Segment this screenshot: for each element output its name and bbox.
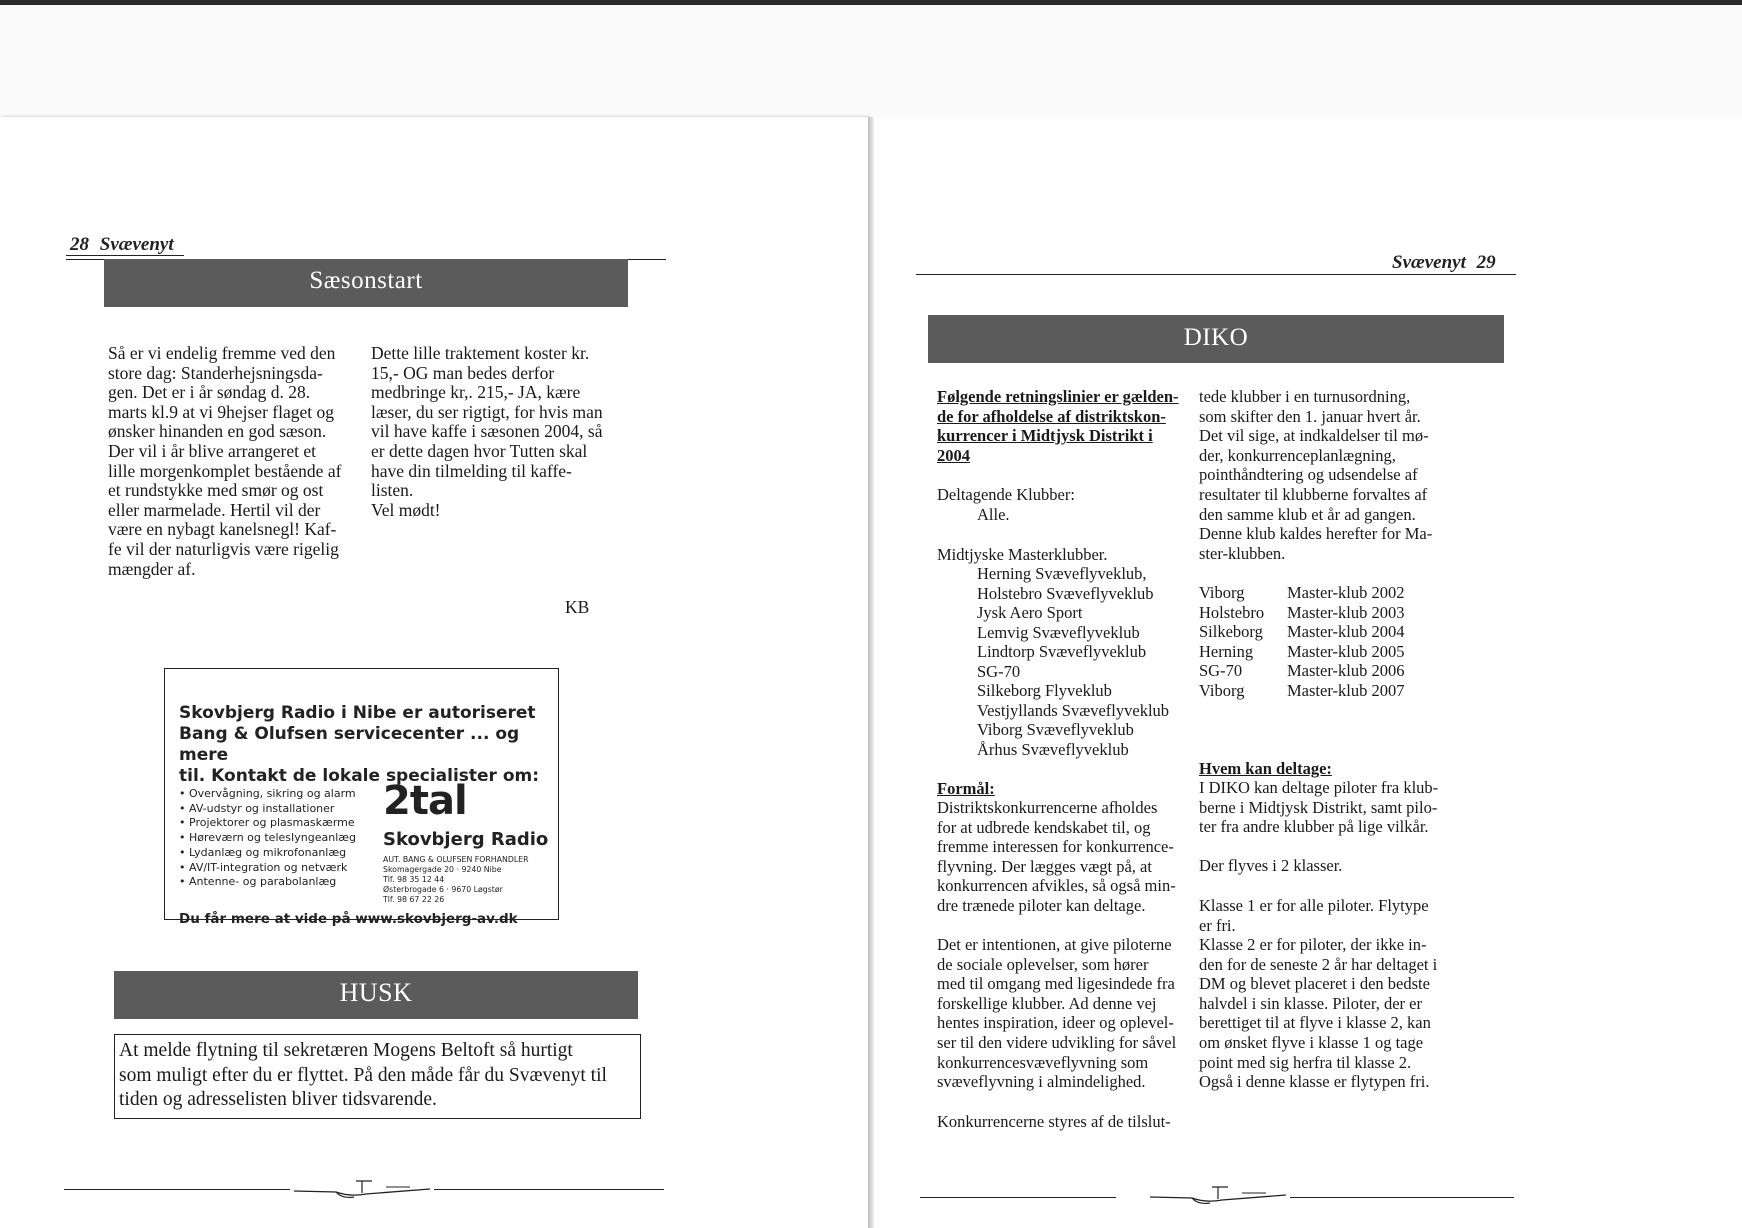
- schedule-club: Herning: [1199, 641, 1254, 661]
- masterclubs-label: Midtjyske Masterklubber.: [937, 545, 1108, 564]
- schedule-row: [1199, 681, 1404, 701]
- ad-service-item: • Lydanlæg og mikrofonanlæg: [179, 846, 356, 861]
- schedule-club: Viborg: [1199, 583, 1245, 602]
- right-footer-rule-right: [1290, 1197, 1514, 1198]
- schedule-row: [1199, 642, 1404, 662]
- schedule-role: Master-klub 2002: [1287, 583, 1405, 602]
- ad-service-item: • Antenne- og parabolanlæg: [179, 875, 356, 890]
- masterclub-item: Lindtorp Svæveflyveklub: [977, 642, 1147, 661]
- masterclub-item: Jysk Aero Sport: [977, 603, 1083, 622]
- diko-title: DIKO: [1183, 324, 1249, 351]
- left-page-number: 28: [70, 234, 89, 255]
- 2tal-logo: 2tal: [383, 778, 467, 824]
- schedule-role: Master-klub 2003: [1287, 602, 1405, 622]
- classes-text: Der flyves i 2 klasser.: [1199, 856, 1343, 875]
- purpose-text: Distriktskonkurrencerne afholdes for at udbrede kendskabet til, og fremme interessen for konkurrence- flyvning. Der lægges vægt på, at konkurrencen afvikles, så også min- dre trænede piloter kan deltage.: [937, 798, 1176, 915]
- governed-text: Konkurrencerne styres af de tilslut-: [937, 1112, 1171, 1131]
- diko-banner: [928, 315, 1504, 363]
- right-running-header: [1392, 252, 1496, 274]
- participants-label: Deltagende Klubber:: [937, 485, 1075, 504]
- ad-address: AUT. BANG & OLUFSEN FORHANDLER Skomagergade 20 · 9240 Nibe Tlf. 98 35 12 44 Østerbrogade 6 · 9670 Løgstør Tlf. 98 67 22 26: [383, 855, 529, 904]
- left-page: [0, 117, 868, 1228]
- schedule-club: SG-70: [1199, 661, 1243, 680]
- masterclub-item: SG-70: [977, 661, 1021, 681]
- skovbjerg-radio-ad: [164, 668, 559, 927]
- left-running-header: [70, 234, 174, 256]
- schedule-row: [1199, 661, 1404, 681]
- saesonstart-column-2: Dette lille traktement koster kr. 15,- OG man bedes derfor medbringe kr,. 215,- JA, kære læser, du ser rigtigt, for hvis man vil have kaffe i sæsonen 2004, så er dette dagen hvor Tutten skal have din tilmelding til kaffe- listen. Vel mødt!: [371, 343, 603, 520]
- schedule-row: [1199, 622, 1404, 642]
- masterclub-item: Lemvig Svæveflyveklub: [977, 622, 1140, 642]
- saesonstart-title: Sæsonstart: [309, 267, 423, 294]
- saesonstart-column-1: Så er vi endelig fremme ved den store dag: Standerhejsningsda- gen. Det er i år søndag d. 28. marts kl.9 at vi 9hejser flaget og ønsker hinanden en god sæson. Der vil i år blive arrangeret et lille morgenkomplet bestående af et rundstykke med smør og ost eller marmelade. Hertil vil der være en nybagt kanelsnegl! Kaf- fe vil der naturligvis være rigelig mængder af.: [108, 343, 342, 579]
- masterclub-item: Holstebro Svæveflyveklub: [977, 583, 1154, 603]
- schedule-club: Silkeborg: [1199, 622, 1263, 641]
- schedule-club: Holstebro: [1199, 602, 1265, 622]
- class1-text: Klasse 1 er for alle piloter. Flytype er fri.: [1199, 896, 1429, 935]
- left-magazine-name: Svævenyt: [99, 234, 174, 255]
- right-page-number: 29: [1476, 252, 1496, 273]
- ad-service-item: • AV-udstyr og installationer: [179, 802, 356, 817]
- master-schedule: [1199, 583, 1404, 700]
- schedule-row: [1199, 583, 1404, 603]
- intention-text: Det er intentionen, at give piloterne de sociale oplevelser, som hører med til omgang med ligesindede fra forskellige klubber. Ad denne vej hentes inspiration, ideer og oplevel- ser til den videre udvikling for såvel konkurrencesvæveflyvning som svæveflyvning i almindelighed.: [937, 935, 1177, 1092]
- masterclub-item: Silkeborg Flyveklub: [977, 681, 1112, 700]
- schedule-role: Master-klub 2007: [1287, 680, 1405, 700]
- saesonstart-banner: [104, 259, 628, 307]
- participants-value: Alle.: [977, 505, 1010, 524]
- turnus-text: tede klubber i en turnusordning, som skifter den 1. januar hvert år. Det vil sige, at indkaldelser til mø- der, konkurrenceplanlægning, pointhåndtering og udsendelse af resultater til klubberne forvaltes af den samme klub et år ad gangen. Denne klub kaldes herefter for Ma- ster-klubben.: [1199, 387, 1433, 563]
- ad-service-list: [179, 787, 356, 890]
- glider-icon: [290, 1177, 434, 1203]
- signature: KB: [565, 597, 590, 617]
- ad-service-item: • Projektorer og plasmaskærme: [179, 816, 356, 831]
- guidelines-heading: Følgende retningslinier er gælden- de for afholdelse af distriktskon- kurrencer i Midtjysk Distrikt i 2004: [937, 387, 1179, 465]
- right-magazine-name: Svævenyt: [1392, 252, 1466, 273]
- ad-service-item: • Høreværn og telesIyngeanlæg: [179, 831, 356, 846]
- right-footer-rule-left: [920, 1197, 1116, 1198]
- glider-icon: [1146, 1183, 1290, 1209]
- masterclub-item: Vestjyllands Svæveflyveklub: [977, 700, 1170, 720]
- husk-box: At melde flytning til sekretæren Mogens Beltoft så hurtigt som muligt efter du er flyttet. På den måde får du Svævenyt til tiden og adresselisten bliver tidsvarende.: [114, 1034, 641, 1119]
- left-footer-rule-right: [434, 1189, 664, 1190]
- schedule-row: [1199, 603, 1404, 623]
- purpose-heading: Formål:: [937, 779, 995, 798]
- scan-background: [0, 5, 1742, 117]
- ad-headline: Skovbjerg Radio i Nibe er autoriseret Bang & Olufsen servicecenter ... og mere til. Kontakt de lokale specialister om:: [179, 703, 540, 786]
- masterclubs-list: [977, 564, 1169, 759]
- ad-footer: Du får mere at vide på www.skovbjerg-av.dk: [179, 911, 518, 927]
- who-heading: Hvem kan deltage:: [1199, 759, 1332, 778]
- masterclub-item: Viborg Svæveflyveklub: [977, 720, 1134, 739]
- husk-banner: [114, 971, 638, 1019]
- left-header-underline: [66, 255, 184, 256]
- schedule-role: Master-klub 2005: [1287, 641, 1405, 661]
- ad-service-item: • AV/IT-integration og netværk: [179, 861, 356, 876]
- ad-service-item: • Overvågning, sikring og alarm: [179, 787, 356, 802]
- schedule-role: Master-klub 2006: [1287, 661, 1405, 680]
- ad-company-name: Skovbjerg Radio: [383, 829, 549, 850]
- who-text: I DIKO kan deltage piloter fra klub- berne i Midtjysk Distrikt, samt pilo- ter fra andre klubber på lige vilkår.: [1199, 778, 1439, 837]
- masterclub-item: Herning Svæveflyveklub,: [977, 564, 1147, 583]
- class2-text: Klasse 2 er for piloter, der ikke in- den for de seneste 2 år har deltaget i DM og blevet placeret i den bedste halvdel i sin klasse. Piloter, der er berettiget til at flyve i klasse 2, kan om ønsket flyve i klasse 1 og tage point med sig herfra til klasse 2. Også i denne klasse er flytypen fri.: [1199, 935, 1438, 1092]
- right-header-rule: [916, 274, 1516, 275]
- husk-title: HUSK: [339, 978, 413, 1007]
- left-footer-rule-left: [64, 1189, 290, 1190]
- schedule-role: Master-klub 2004: [1287, 622, 1405, 641]
- masterclub-item: Århus Svæveflyveklub: [977, 739, 1129, 759]
- schedule-club: Viborg: [1199, 680, 1245, 700]
- right-page: [874, 117, 1742, 1228]
